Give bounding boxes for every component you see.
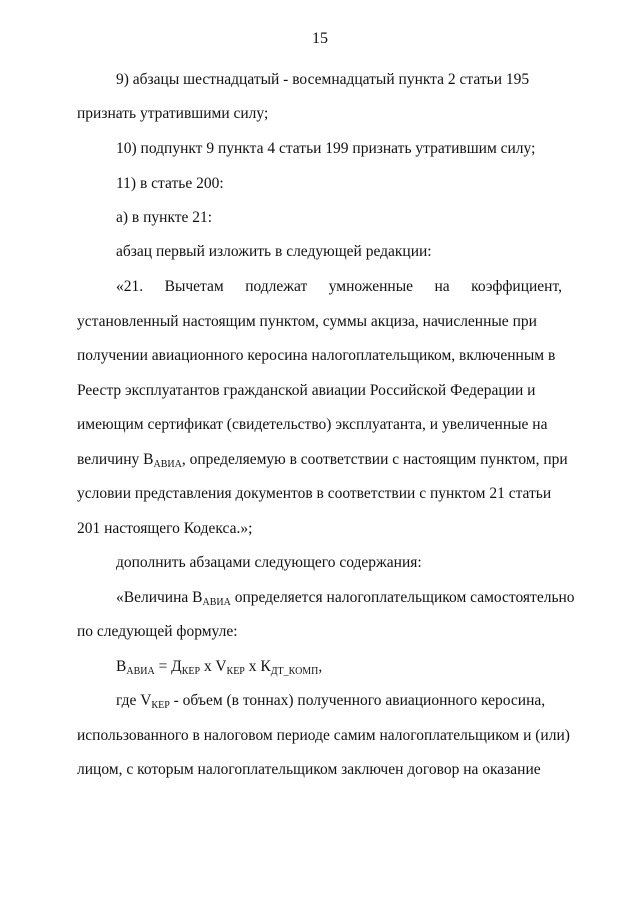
- paragraph-line: [116, 588, 575, 608]
- paragraph-line: 10) подпункт 9 пункта 4 статьи 199 признать утратившим силу;: [116, 140, 536, 157]
- paragraph-line: [116, 691, 562, 711]
- word: Вычетам: [164, 278, 224, 295]
- subscript: КЕР: [226, 666, 245, 677]
- subscript: АВИА: [153, 459, 182, 470]
- formula-part: В: [116, 658, 127, 675]
- word: «21.: [116, 278, 144, 295]
- subscript: АВИА: [202, 597, 231, 608]
- line-text: 9) абзацы шестнадцатый - восемнадцатый пункта 2 статьи 195: [116, 71, 530, 88]
- word: коэффициент,: [471, 278, 562, 295]
- paragraph-line: лицом, с которым налогоплательщиком заключен договор на оказание: [77, 761, 541, 778]
- paragraph-line: [116, 277, 562, 297]
- page-number: 15: [312, 30, 328, 47]
- word: на: [434, 278, 450, 295]
- paragraph-line: [77, 450, 568, 470]
- line-text: - объем (в тоннах) полученного авиационного керосина,: [169, 692, 546, 709]
- paragraph-line: по следующей формуле:: [77, 623, 238, 640]
- word: умноженные: [328, 278, 414, 295]
- formula-part: = Д: [154, 658, 182, 675]
- subscript: ДТ_КОМП: [270, 666, 319, 677]
- paragraph-line: дополнить абзацами следующего содержания:: [116, 554, 422, 571]
- paragraph-line: условии представления документов в соответствии с пунктом 21 статьи: [77, 485, 552, 502]
- paragraph-line: Реестр эксплуатантов гражданской авиации Российской Федерации и: [77, 382, 536, 399]
- line-text: «Величина В: [116, 589, 203, 606]
- line-text: определяется налогоплательщиком самостоятельно: [230, 589, 575, 606]
- subscript: КЕР: [151, 700, 170, 711]
- paragraph-line: получении авиационного керосина налогоплательщиком, включенным в: [77, 347, 556, 364]
- paragraph-line: а) в пункте 21:: [116, 209, 213, 226]
- paragraph-line: абзац первый изложить в следующей редакции:: [116, 243, 432, 260]
- formula-part: x К: [244, 658, 271, 675]
- paragraph-line: 11) в статье 200:: [116, 175, 224, 192]
- paragraph-line: 201 настоящего Кодекса.»;: [77, 520, 253, 537]
- line-text: , определяемую в соответствии с настоящим пунктом, при: [181, 451, 568, 468]
- paragraph-line: установленный настоящим пунктом, суммы акциза, начисленные при: [77, 313, 537, 330]
- formula: [116, 657, 562, 677]
- paragraph-line: признать утратившими силу;: [77, 105, 269, 122]
- formula-part: x V: [200, 658, 227, 675]
- subscript: АВИА: [126, 666, 155, 677]
- paragraph-line: [116, 70, 562, 90]
- formula-part: ,: [318, 658, 323, 675]
- paragraph-line: имеющим сертификат (свидетельство) эксплуатанта, и увеличенные на: [77, 416, 548, 433]
- line-text: где V: [116, 692, 152, 709]
- word: подлежат: [245, 278, 308, 295]
- paragraph-line: использованного в налоговом периоде самим налогоплательщиком и (или): [77, 727, 570, 744]
- subscript: КЕР: [181, 666, 201, 677]
- line-text: величину В: [77, 451, 154, 468]
